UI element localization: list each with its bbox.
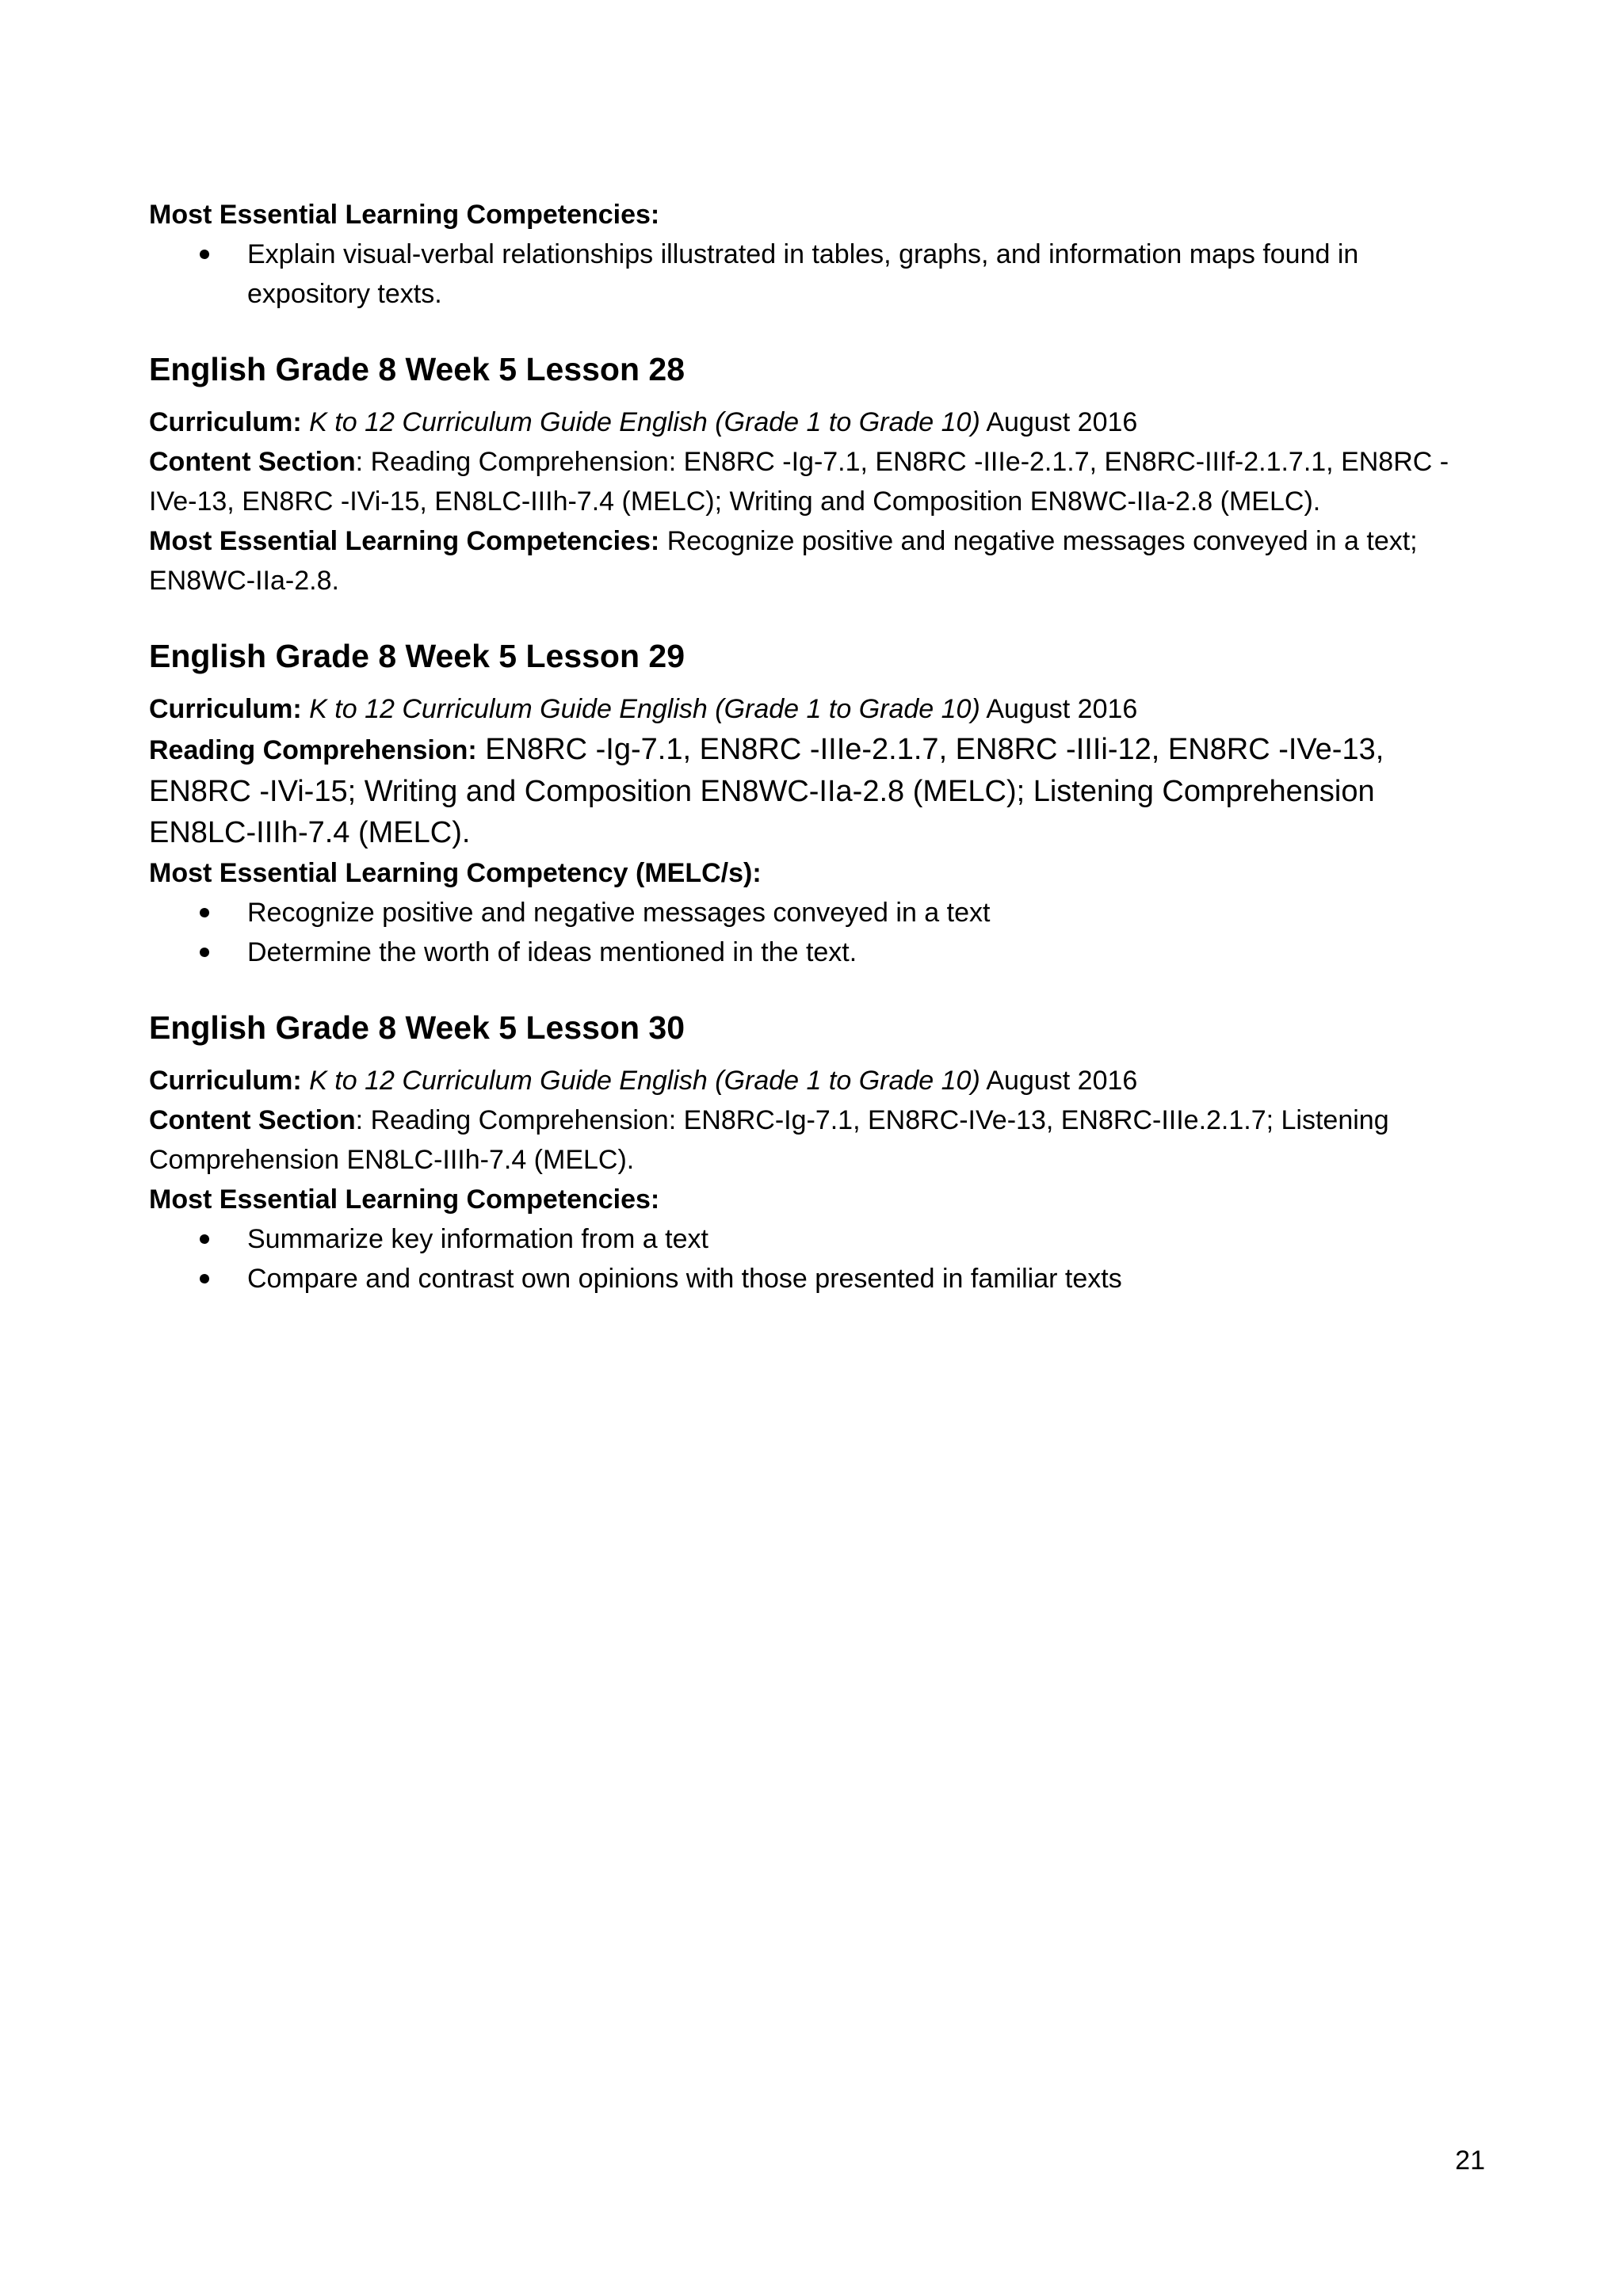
- list-item: [149, 235, 1488, 314]
- curriculum-title: K to 12 Curriculum Guide English (Grade 1 to Grade 10): [309, 1066, 980, 1096]
- lesson-28-content-section: [149, 442, 1488, 521]
- lesson-29-melc-label: Most Essential Learning Competency (MELC/s):: [149, 858, 762, 888]
- curriculum-date: August 2016: [986, 1066, 1138, 1096]
- list-item-text: Explain visual-verbal relationships illustrated in tables, graphs, and information maps found in expository texts.: [247, 239, 1359, 309]
- list-item: [149, 1259, 1488, 1299]
- lesson-28-heading: English Grade 8 Week 5 Lesson 28: [149, 351, 685, 387]
- top-melc-label: Most Essential Learning Competencies:: [149, 200, 660, 230]
- bullet-icon: [200, 908, 209, 917]
- content-section-label: Content Section: [149, 1105, 356, 1135]
- curriculum-label: Curriculum:: [149, 407, 302, 437]
- bullet-icon: [200, 948, 209, 957]
- reading-comprehension-label: Reading Comprehension:: [149, 735, 477, 765]
- top-melc-list: [149, 235, 1488, 314]
- melc-label: Most Essential Learning Competencies:: [149, 526, 660, 556]
- bullet-icon: [200, 250, 209, 259]
- lesson-29-heading: English Grade 8 Week 5 Lesson 29: [149, 638, 685, 674]
- lesson-30-melc-label: Most Essential Learning Competencies:: [149, 1184, 660, 1215]
- lesson-29-melc-list: [149, 893, 1488, 972]
- content-section-text: : Reading Comprehension: EN8RC-Ig-7.1, EN8RC-IVe-13, EN8RC-IIIe.2.1.7; Listening Comprehension EN8LC-IIIh-7.4 (MELC).: [149, 1105, 1389, 1175]
- list-item-text: Recognize positive and negative messages conveyed in a text: [247, 898, 991, 928]
- reading-comprehension-text: EN8RC -Ig-7.1, EN8RC -IIIe-2.1.7, EN8RC -IIIi-12, EN8RC -IVe-13, EN8RC -IVi-15; Writing and Composition EN8WC-IIa-2.8 (MELC); Listening Comprehension EN8LC-IIIh-7.4 (MELC).: [149, 733, 1384, 849]
- lesson-29-reading-comprehension: [149, 729, 1488, 853]
- curriculum-date: August 2016: [986, 694, 1138, 724]
- list-item: [149, 893, 1488, 933]
- bullet-icon: [200, 1234, 209, 1244]
- list-item-text: Determine the worth of ideas mentioned in the text.: [247, 937, 857, 967]
- curriculum-date: August 2016: [986, 407, 1138, 437]
- lesson-29-curriculum: [149, 689, 1488, 729]
- lesson-28-melc: [149, 521, 1488, 601]
- curriculum-title: K to 12 Curriculum Guide English (Grade 1 to Grade 10): [309, 694, 980, 724]
- page-number: 21: [1455, 2145, 1485, 2176]
- curriculum-label: Curriculum:: [149, 1066, 302, 1096]
- lesson-30-content-section: [149, 1100, 1488, 1180]
- melc-text: Recognize positive and negative messages conveyed in a text; EN8WC-IIa-2.8.: [149, 526, 1418, 596]
- lesson-30-melc-list: [149, 1219, 1488, 1299]
- content-section-label: Content Section: [149, 447, 356, 477]
- page-content: [149, 195, 1488, 1299]
- bullet-icon: [200, 1274, 209, 1283]
- lesson-30-curriculum: [149, 1061, 1488, 1100]
- content-section-text: : Reading Comprehension: EN8RC -Ig-7.1, EN8RC -IIIe-2.1.7, EN8RC-IIIf-2.1.7.1, EN8RC -IVe-13, EN8RC -IVi-15, EN8LC-IIIh-7.4 (MELC); Writing and Composition EN8WC-IIa-2.8 (MELC).: [149, 447, 1449, 517]
- curriculum-title: K to 12 Curriculum Guide English (Grade 1 to Grade 10): [309, 407, 980, 437]
- list-item: [149, 933, 1488, 972]
- list-item-text: Compare and contrast own opinions with those presented in familiar texts: [247, 1264, 1122, 1294]
- curriculum-label: Curriculum:: [149, 694, 302, 724]
- lesson-28-curriculum: [149, 402, 1488, 442]
- lesson-30-heading: English Grade 8 Week 5 Lesson 30: [149, 1009, 685, 1046]
- list-item-text: Summarize key information from a text: [247, 1224, 708, 1254]
- list-item: [149, 1219, 1488, 1259]
